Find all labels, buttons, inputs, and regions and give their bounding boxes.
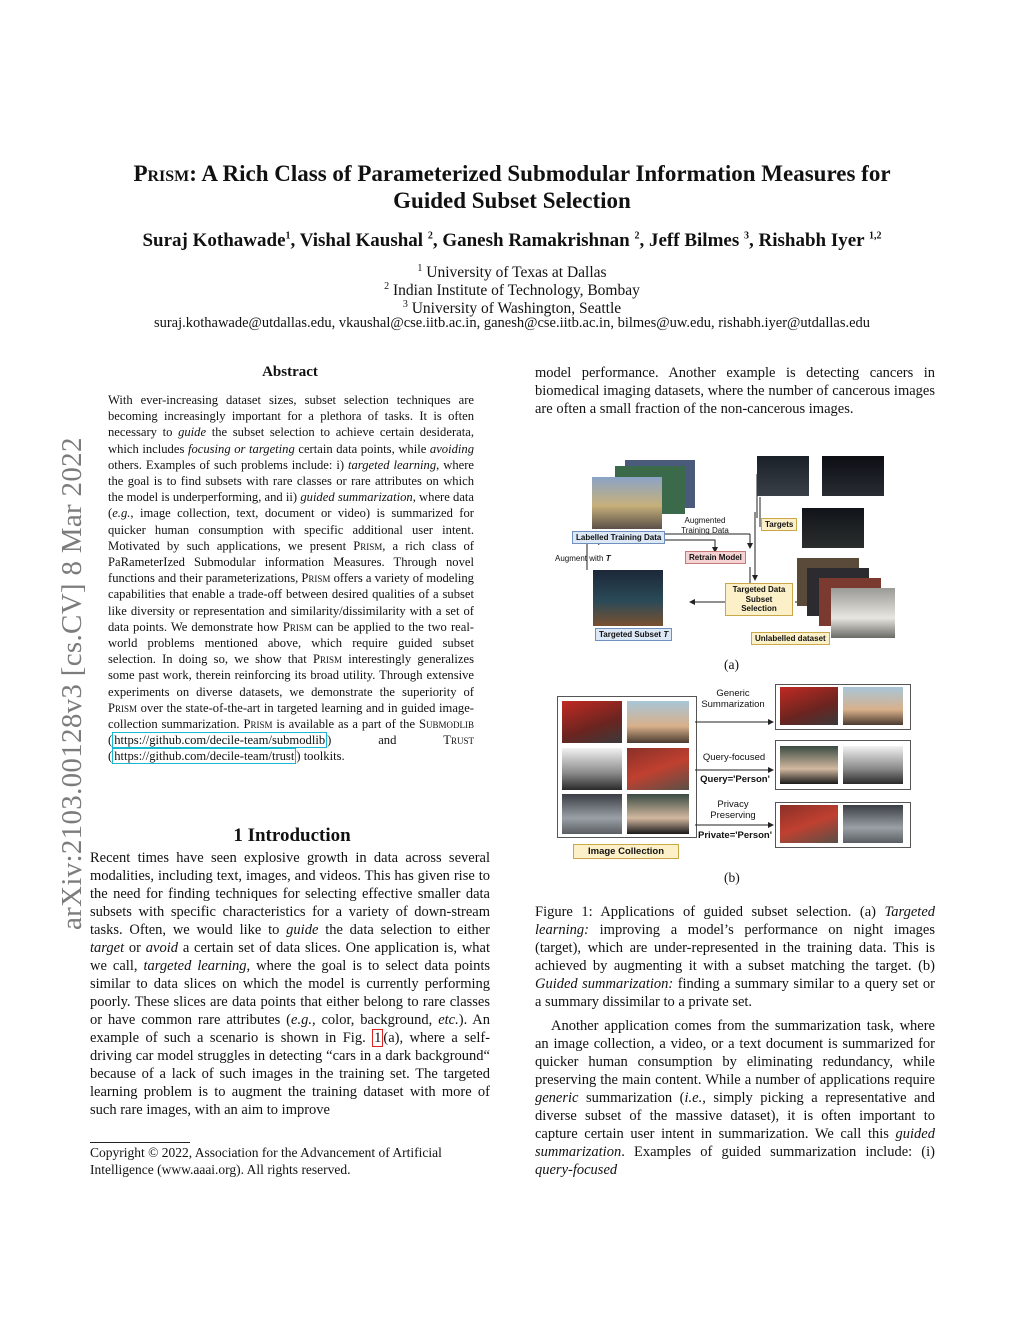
title-prism: Prism — [133, 161, 190, 186]
footnote-rule — [90, 1142, 190, 1143]
right-col-bottom-text: Another application comes from the summarization task, where an image collection, a video, or a text document is summarized for quicker human consumption by eliminating redundancy, while preserving the main content. While a number of applications require generic summarization (i.e., simply picking a representative and diverse subset of the massive dataset), it is often important to capture certain user intent in summarization. We call this guided summarization. Examples of guided summarization include: (i) query-focused — [535, 1018, 935, 1178]
title-rest: : A Rich Class of Parameterized Submodular Information Measures for — [189, 161, 891, 186]
figure-1b — [535, 684, 935, 894]
author-sup: 2 — [427, 230, 433, 242]
intro-heading: 1 Introduction — [233, 825, 351, 846]
generic-photo-woman — [843, 687, 903, 725]
copyright-footnote: Copyright © 2022, Association for the Advancement of Artificial Intelligence (www.aaai.org). All rights reserved. — [90, 1145, 442, 1177]
author-emails: suraj.kothawade@utdallas.edu, vkaushal@cse.iitb.ac.in, ganesh@cse.iitb.ac.in, bilmes@uw.edu, rishabh.iyer@utdallas.edu — [153, 315, 871, 331]
unlabelled-label: Unlabelled dataset — [751, 632, 830, 645]
author-name: Suraj Kothawade — [142, 230, 286, 251]
author-list: Suraj Kothawade$^1$, Vishal Kaushal $^2$, Ganesh Ramakrishnan $^2$, Jeff Bilmes $^3$, Rishabh Iyer $^{1,2}$ — [142, 230, 882, 251]
unlabelled-photo-1 — [831, 588, 895, 638]
targeted-selection-label: Targeted Data Subset Selection — [725, 583, 793, 616]
targeted-subset-photo — [593, 570, 663, 626]
retrain-model-label: Retrain Model — [685, 551, 746, 564]
abstract-heading: Abstract — [262, 364, 318, 380]
author-name: Jeff Bilmes — [649, 230, 740, 251]
target-photo-1 — [757, 456, 809, 496]
arxiv-stamp — [8, 355, 88, 930]
affil-sup: 1 — [417, 263, 423, 274]
query-photo-woman — [780, 746, 838, 784]
figure-1a-caption: (a) — [724, 657, 739, 672]
privacy-photo-car-grey — [843, 805, 903, 843]
arxiv-id: arXiv:2103.00128v3 [cs.CV] 8 Mar 2022 — [56, 437, 88, 930]
abstract-body: With ever-increasing dataset sizes, subset selection techniques are becoming increasingly important for a plethora of tasks. It is often necessary to guide the subset selection to achieve certain desiderata, which includes focusing or targeting certain data points, while avoiding others. Examples of such problems include: i) targeted learning, where the goal is to find subsets with rare classes or rare attributes on which the model is underperforming, and ii) guided summarization, where data (e.g., image collection, text, document or video) is summarized for quicker human consumption with specific additional user intent. Motivated by such applications, we present Prism, a rich class of PaRameterIzed Submodular information Measures. Through novel functions and their parameterizations, Prism offers a variety of modeling capabilities that enable a trade-off between desired qualities of a subset like diversity or representation and similarity/dissimilarity with a set of data points. We demonstrate how Prism can be applied to the two real-world problems mentioned above, which require guided subset selection. In doing so, we show that Prism interestingly generalizes some past work, therein reinforcing its broad utility. Through extensive experiments on diverse datasets, we demonstrate the superiority of Prism over the state-of-the-art in targeted learning and in guided image-collection summarization. Prism is available as a part of the Submodlib ( https://github.com/decile-team/submodlib ) and Trust ( https://github.com/decile-team/trust ) toolkits. — [108, 393, 475, 764]
intro-body: Recent times have seen explosive growth in data across several modalities, including text, images, and videos. This has given rise to the need for finding techniques for selecting effective smaller data subsets with specific characteristics for a variety of down-stream tasks. Often, we would like to guide the data selection to either target or avoid a certain set of data slices. One application is, what we call, targeted learning, where the goal is to select data points similar to data slices on which the model is currently performing poorly. These slices are data points that either belong to rare classes or have common rare attributes (e.g., color, background, etc.). An example of such a scenario is shown in Fig. 1 (a), where a self-driving car model struggles in detecting “cars in a dark background“ because of a lack of such images in the training set. The targeted learning problem is to augment the training dataset with more of such rare images, with an aim to improve — [90, 850, 491, 1118]
figure-1b-caption: (b) — [724, 870, 740, 885]
privacy-preserving-note: Privacy Preserving — [710, 799, 756, 821]
private-person-note: Private='Person' — [698, 830, 772, 841]
author-sup: 1,2 — [869, 230, 882, 242]
right-col-top-text: model performance. Another example is detecting cancers in biomedical imaging datasets, where the number of cancerous images are often a small fraction of the non-cancerous images. — [535, 365, 935, 417]
target-photo-2 — [822, 456, 884, 496]
target-photo-3 — [802, 508, 864, 548]
figure-1a — [535, 452, 935, 682]
paper-title — [80, 160, 944, 214]
generic-photo-car — [780, 687, 838, 725]
trust-link[interactable]: https://github.com/decile-team/trust — [114, 749, 295, 764]
augmented-note: Augmented Training Data — [681, 516, 729, 535]
author-name: Vishal Kaushal — [299, 230, 424, 251]
author-name: Ganesh Ramakrishnan — [442, 230, 630, 251]
title-line2: Guided Subset Selection — [393, 188, 631, 213]
affil-name: Indian Institute of Technology, Bombay — [393, 282, 640, 300]
augment-with-note: Augment with T — [555, 554, 611, 563]
affil-name: University of Texas at Dallas — [426, 264, 607, 282]
affil-sup: 2 — [384, 281, 390, 292]
training-photo-front — [592, 477, 662, 529]
author-sup: 2 — [634, 230, 640, 242]
affil-sup: 3 — [402, 299, 408, 310]
privacy-photo-car-red — [780, 805, 838, 843]
targets-label: Targets — [761, 518, 797, 531]
submodlib-link[interactable]: https://github.com/decile-team/submodlib — [114, 733, 326, 748]
generic-summarization-note: Generic Summarization — [701, 688, 765, 710]
affil-name: University of Washington, Seattle — [411, 300, 622, 318]
author-sup: 3 — [743, 230, 749, 242]
author-sup: 1 — [285, 230, 291, 242]
author-name: Rishabh Iyer — [758, 230, 865, 251]
labelled-training-label: Labelled Training Data — [572, 531, 665, 544]
query-person-note: Query='Person' — [700, 774, 770, 785]
query-focused-note: Query-focused — [702, 752, 766, 763]
figure-ref-link[interactable]: 1 — [374, 1030, 382, 1046]
query-photo-man — [843, 746, 903, 784]
figure-1-caption: Figure 1: Applications of guided subset selection. (a) Targeted learning: improving a model’s performance on night images (target), which are under-represented in the training data. This is achieved by augmenting it with a subset matching the target. (b) Guided summarization: finding a summary similar to a query set or a summary dissimilar to a private set. — [535, 904, 936, 1010]
targeted-subset-label: Targeted Subset T — [595, 628, 672, 641]
image-collection-label: Image Collection — [573, 844, 679, 859]
